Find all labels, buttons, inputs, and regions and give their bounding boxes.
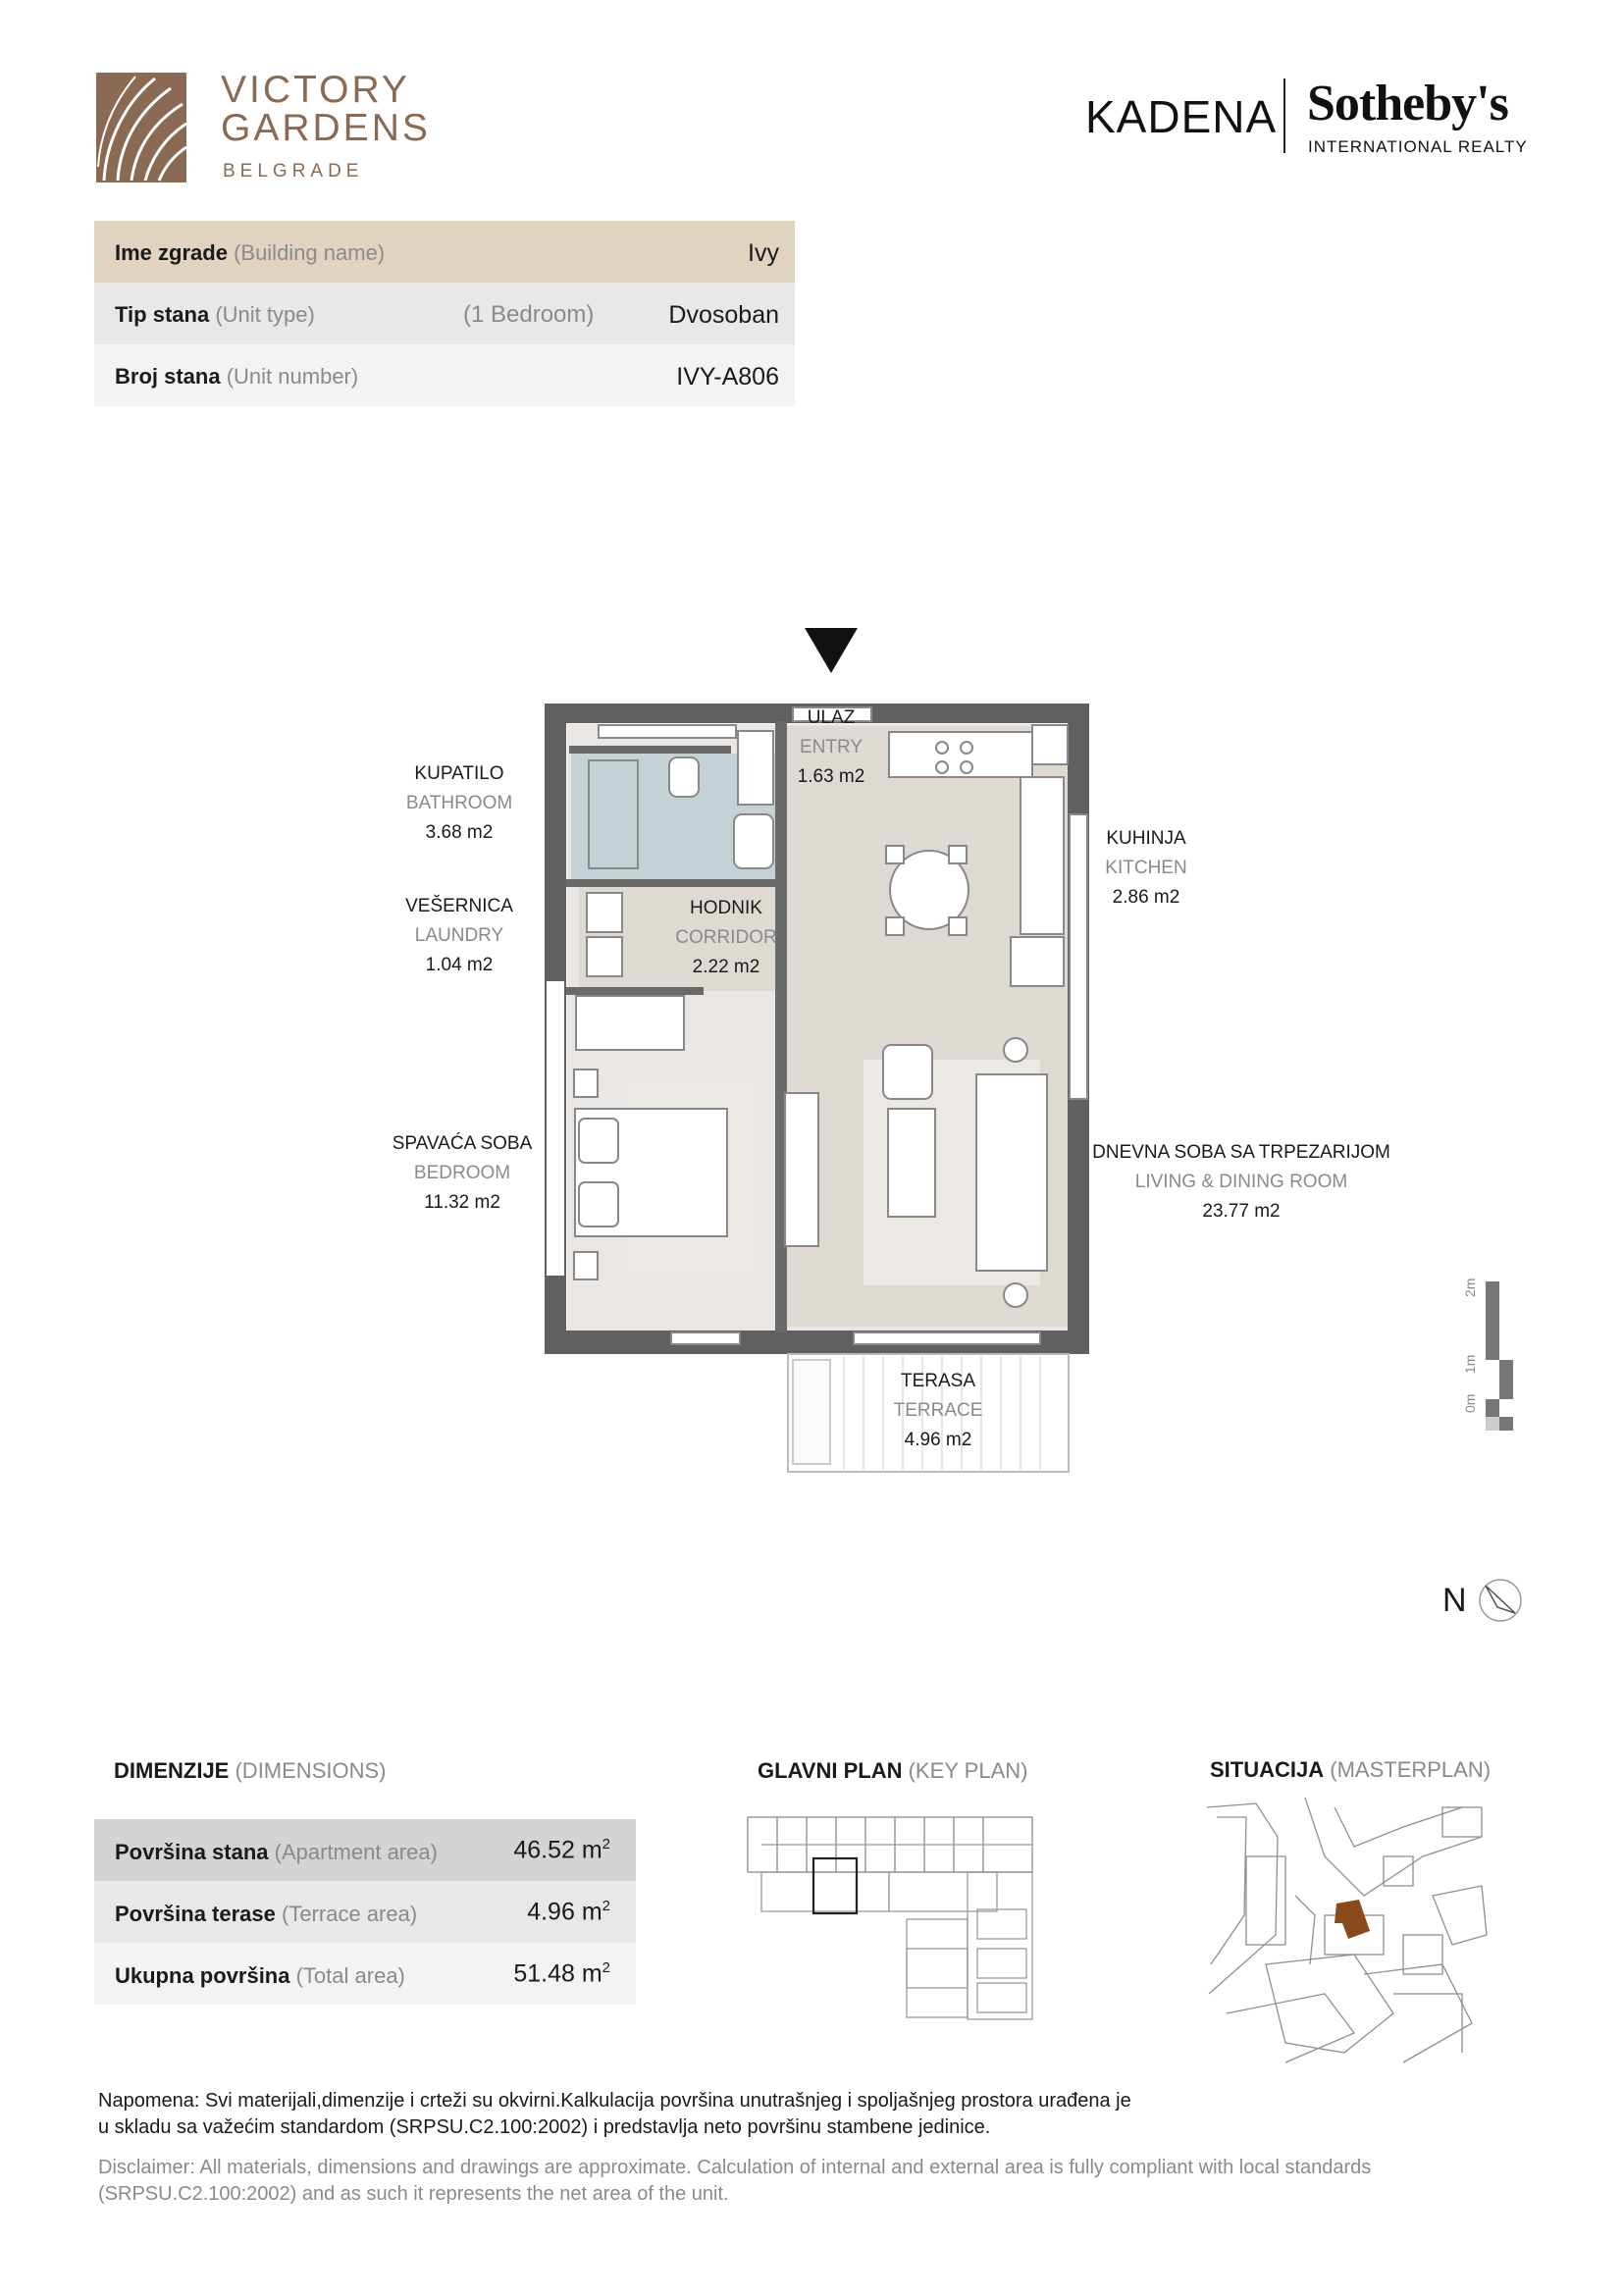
- room-name-en: LAUNDRY: [414, 925, 504, 946]
- note-line-1: Napomena: Svi materijali,dimenzije i crteži su okvirni.Kalkulacija površina unutrašnjeg i spoljašnjeg prostora urađena je: [98, 2090, 1131, 2112]
- info-value: Ivy: [748, 239, 779, 267]
- scale-tick-0: 0m: [1462, 1393, 1478, 1413]
- scale-segment: [1486, 1399, 1499, 1417]
- heading-text: DIMENZIJE: [114, 1758, 230, 1783]
- heading-text-en: (KEY PLAN): [908, 1758, 1028, 1783]
- disclaimer-line-1: Disclaimer: All materials, dimensions and drawings are approximate. Calculation of internal and external area is fully compliant with local standards: [98, 2157, 1372, 2178]
- dim-row-total: [94, 1943, 636, 2005]
- bathroom-floor: [571, 754, 730, 881]
- disclaimer-line-2: (SRPSU.C2.100:2002) and as such it represents the net area of the unit.: [98, 2183, 729, 2205]
- room-area: 4.96 m2: [904, 1430, 972, 1450]
- room-label-bathroom: [391, 759, 528, 848]
- room-name: KUPATILO: [414, 763, 504, 784]
- info-label-en: (Unit number): [226, 364, 359, 389]
- brand-line-2: GARDENS: [221, 107, 431, 149]
- room-label-corridor: [667, 894, 785, 982]
- dim-label-en: (Total area): [295, 1963, 405, 1988]
- room-label-living: [1089, 1138, 1393, 1226]
- heading-text-en: (MASTERPLAN): [1330, 1757, 1492, 1782]
- room-name-en: LIVING & DINING ROOM: [1134, 1172, 1348, 1192]
- room-label-kitchen: [1097, 824, 1195, 913]
- brand-city: BELGRADE: [223, 161, 364, 182]
- room-name-en: ENTRY: [799, 737, 864, 757]
- room-name: KUHINJA: [1106, 828, 1186, 849]
- dim-label: Ukupna površina: [115, 1963, 290, 1988]
- room-name: TERASA: [900, 1371, 976, 1391]
- room-label-bedroom: [379, 1129, 546, 1218]
- scale-tick-2: 2m: [1462, 1278, 1478, 1297]
- keyplan-heading: [758, 1758, 1027, 1784]
- info-label-en: (Building name): [234, 240, 386, 265]
- scale-segment: [1499, 1360, 1513, 1399]
- north-label: N: [1442, 1582, 1467, 1619]
- room-name: VEŠERNICA: [405, 896, 513, 916]
- info-value: IVY-A806: [676, 363, 779, 391]
- scale-segment: [1486, 1281, 1499, 1360]
- dim-exp: 2: [602, 1898, 610, 1914]
- room-label-entry: [782, 704, 880, 792]
- room-name: ULAZ: [807, 707, 856, 728]
- room-name: DNEVNA SOBA SA TRPEZARIJOM: [1092, 1142, 1390, 1163]
- leaf-emblem-icon: [96, 73, 186, 183]
- dim-label-en: (Apartment area): [274, 1840, 438, 1864]
- dim-label: Površina terase: [115, 1902, 276, 1926]
- info-row-unit-type: [94, 283, 795, 344]
- sothebys-logo-text: Sotheby's: [1307, 76, 1508, 131]
- dim-value: 4.96: [527, 1898, 575, 1926]
- dimensions-heading: [114, 1758, 386, 1784]
- dim-row-apartment: [94, 1819, 636, 1881]
- room-name-en: TERRACE: [893, 1400, 983, 1421]
- scale-segment: [1486, 1417, 1499, 1431]
- info-label: Ime zgrade: [115, 240, 228, 265]
- dim-value: 46.52: [513, 1836, 575, 1864]
- logo-divider: [1283, 78, 1285, 153]
- key-plan-drawing: [742, 1811, 1046, 2027]
- info-label: Broj stana: [115, 364, 221, 389]
- dim-row-terrace: [94, 1881, 636, 1943]
- dim-unit: m: [581, 1836, 602, 1864]
- dim-label: Površina stana: [115, 1840, 269, 1864]
- sothebys-subtitle: INTERNATIONAL REALTY: [1308, 137, 1528, 156]
- room-area: 3.68 m2: [425, 822, 494, 843]
- heading-text-en: (DIMENSIONS): [235, 1758, 387, 1783]
- room-name: SPAVAĆA SOBA: [392, 1133, 533, 1154]
- room-area: 1.63 m2: [797, 766, 865, 787]
- dim-value: 51.48: [513, 1959, 575, 1988]
- heading-text: GLAVNI PLAN: [758, 1758, 903, 1783]
- masterplan-drawing: [1207, 1798, 1492, 2072]
- info-label: Tip stana: [115, 302, 210, 327]
- info-row-unit-number: [94, 344, 795, 406]
- room-area: 23.77 m2: [1202, 1201, 1281, 1222]
- room-label-terrace: [879, 1367, 997, 1455]
- entry-arrow-icon: [805, 628, 858, 673]
- info-label-en: (Unit type): [215, 302, 315, 327]
- info-row-building: [94, 221, 795, 283]
- key-plan-unit-highlight: [813, 1858, 857, 1913]
- room-area: 1.04 m2: [425, 955, 494, 975]
- room-name: HODNIK: [690, 898, 762, 918]
- masterplan-heading: [1210, 1757, 1491, 1783]
- heading-text: SITUACIJA: [1210, 1757, 1325, 1782]
- room-name-en: CORRIDOR: [675, 927, 777, 948]
- scale-segment: [1499, 1417, 1513, 1431]
- dim-label-en: (Terrace area): [282, 1902, 418, 1926]
- info-mid: (1 Bedroom): [463, 301, 595, 328]
- room-name-en: BEDROOM: [413, 1163, 511, 1183]
- brand-line-1: VICTORY: [221, 69, 410, 111]
- dim-unit: m: [581, 1898, 602, 1926]
- compass-icon: [1478, 1578, 1523, 1623]
- room-name-en: KITCHEN: [1105, 858, 1187, 878]
- room-label-laundry: [391, 892, 528, 980]
- dim-exp: 2: [602, 1836, 610, 1852]
- kadena-logo-text: KADENA: [1085, 91, 1278, 142]
- room-area: 2.86 m2: [1112, 887, 1180, 908]
- room-area: 11.32 m2: [424, 1192, 500, 1213]
- dim-exp: 2: [602, 1959, 610, 1976]
- scale-tick-1: 1m: [1462, 1354, 1478, 1374]
- masterplan-building-highlight: [1335, 1900, 1370, 1939]
- room-name-en: BATHROOM: [405, 793, 513, 813]
- note-line-2: u skladu sa važećim standardom (SRPSU.C2.100:2002) i predstavlja neto površinu stambene jedinice.: [98, 2116, 991, 2138]
- info-value: Dvosoban: [668, 301, 779, 329]
- dim-unit: m: [581, 1959, 602, 1988]
- room-area: 2.22 m2: [692, 957, 760, 977]
